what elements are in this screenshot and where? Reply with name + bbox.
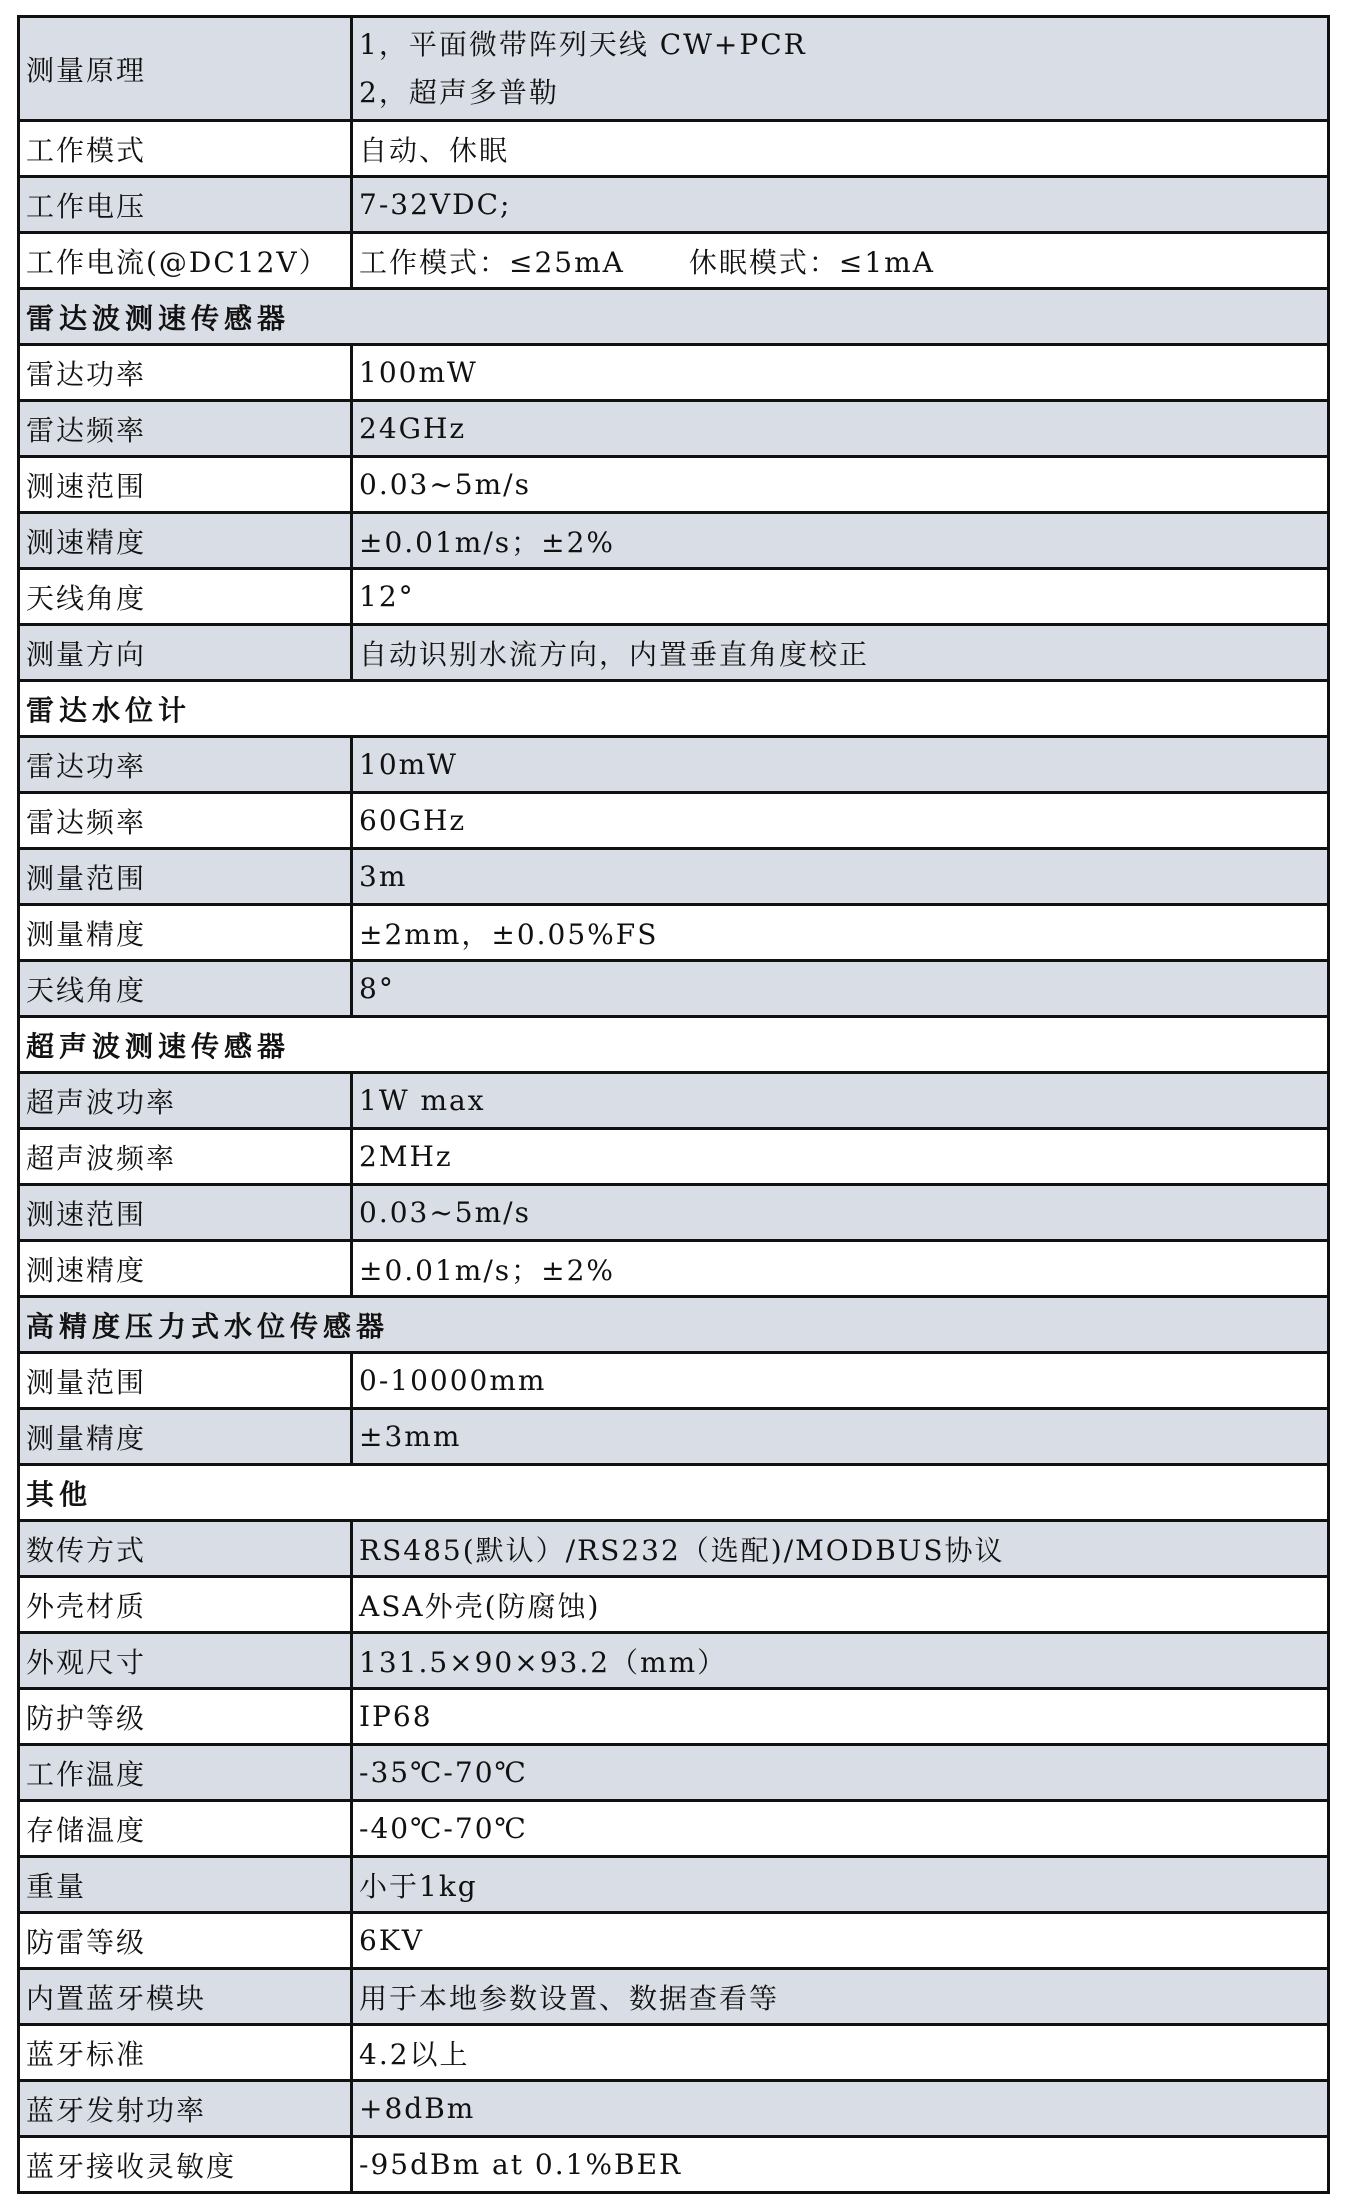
spec-label: 外壳材质 — [19, 1577, 352, 1633]
spec-label: 超声波频率 — [19, 1129, 352, 1185]
spec-value: 10mW — [352, 737, 1329, 793]
spec-label: 雷达频率 — [19, 793, 352, 849]
spec-row — [19, 1913, 1329, 1969]
spec-value — [352, 233, 1329, 289]
spec-row — [19, 1409, 1329, 1465]
spec-value: +8dBm — [352, 2081, 1329, 2137]
spec-label: 雷达频率 — [19, 401, 352, 457]
spec-label: 测速精度 — [19, 1241, 352, 1297]
spec-value: 用于本地参数设置、数据查看等 — [352, 1969, 1329, 2025]
spec-row — [19, 1577, 1329, 1633]
spec-label: 测速范围 — [19, 1185, 352, 1241]
spec-value-line: 2，超声多普勒 — [359, 75, 559, 109]
spec-label: 测量范围 — [19, 1353, 352, 1409]
spec-label: 测速范围 — [19, 457, 352, 513]
spec-label: 存储温度 — [19, 1801, 352, 1857]
section-header-row — [19, 1465, 1329, 1521]
spec-row — [19, 1129, 1329, 1185]
spec-value: 自动、休眠 — [352, 121, 1329, 177]
spec-value: 4.2以上 — [352, 2025, 1329, 2081]
spec-row — [19, 345, 1329, 401]
spec-row — [19, 121, 1329, 177]
spec-row — [19, 1689, 1329, 1745]
spec-label: 防雷等级 — [19, 1913, 352, 1969]
spec-row — [19, 1857, 1329, 1913]
spec-value: 3m — [352, 849, 1329, 905]
spec-value: ±0.01m/s；±2% — [352, 1241, 1329, 1297]
spec-row — [19, 1521, 1329, 1577]
spec-label: 工作电压 — [19, 177, 352, 233]
spec-value: -35℃-70℃ — [352, 1745, 1329, 1801]
spec-row — [19, 849, 1329, 905]
spec-label: 测量原理 — [19, 17, 352, 121]
section-header-row — [19, 681, 1329, 737]
spec-row — [19, 17, 1329, 121]
spec-value: 8° — [352, 961, 1329, 1017]
spec-value: ±2mm，±0.05%FS — [352, 905, 1329, 961]
spec-label: 天线角度 — [19, 569, 352, 625]
spec-value: -95dBm at 0.1%BER — [352, 2137, 1329, 2193]
spec-row — [19, 513, 1329, 569]
spec-row — [19, 2137, 1329, 2193]
section-title: 雷达水位计 — [19, 681, 1329, 737]
spec-row — [19, 961, 1329, 1017]
section-header-row — [19, 1297, 1329, 1353]
spec-label: 测量范围 — [19, 849, 352, 905]
spec-row — [19, 737, 1329, 793]
spec-value: RS485(默认）/RS232（选配)/MODBUS协议 — [352, 1521, 1329, 1577]
spec-row — [19, 1353, 1329, 1409]
spec-label: 超声波功率 — [19, 1073, 352, 1129]
spec-row — [19, 2025, 1329, 2081]
spec-row — [19, 905, 1329, 961]
spec-row — [19, 457, 1329, 513]
spec-row — [19, 1241, 1329, 1297]
spec-value — [352, 17, 1329, 121]
spec-value: 100mW — [352, 345, 1329, 401]
section-title: 雷达波测速传感器 — [19, 289, 1329, 345]
spec-label: 测量精度 — [19, 905, 352, 961]
spec-row — [19, 1185, 1329, 1241]
spec-row — [19, 1801, 1329, 1857]
spec-row — [19, 401, 1329, 457]
spec-row — [19, 1745, 1329, 1801]
spec-label: 雷达功率 — [19, 345, 352, 401]
section-title: 超声波测速传感器 — [19, 1017, 1329, 1073]
spec-row — [19, 569, 1329, 625]
spec-value: 12° — [352, 569, 1329, 625]
spec-label: 蓝牙标准 — [19, 2025, 352, 2081]
spec-value: 小于1kg — [352, 1857, 1329, 1913]
spec-label: 工作温度 — [19, 1745, 352, 1801]
spec-label: 防护等级 — [19, 1689, 352, 1745]
spec-row — [19, 233, 1329, 289]
spec-value: 7-32VDC; — [352, 177, 1329, 233]
spec-value: 6KV — [352, 1913, 1329, 1969]
spec-value: 24GHz — [352, 401, 1329, 457]
spec-row — [19, 1073, 1329, 1129]
spec-value: IP68 — [352, 1689, 1329, 1745]
spec-label: 测量精度 — [19, 1409, 352, 1465]
spec-value: ASA外壳(防腐蚀) — [352, 1577, 1329, 1633]
spec-value-part: 工作模式：≤25mA — [359, 245, 625, 279]
spec-label: 工作电流(@DC12V） — [19, 233, 352, 289]
spec-label: 测量方向 — [19, 625, 352, 681]
spec-value-part: 休眠模式：≤1mA — [688, 245, 935, 279]
spec-label: 测速精度 — [19, 513, 352, 569]
spec-label: 工作模式 — [19, 121, 352, 177]
spec-value: 60GHz — [352, 793, 1329, 849]
spec-label: 雷达功率 — [19, 737, 352, 793]
section-title: 其他 — [19, 1465, 1329, 1521]
spec-row — [19, 177, 1329, 233]
section-title: 高精度压力式水位传感器 — [19, 1297, 1329, 1353]
spec-value: 0.03~5m/s — [352, 457, 1329, 513]
section-header-row — [19, 289, 1329, 345]
spec-value: 0.03~5m/s — [352, 1185, 1329, 1241]
spec-label: 天线角度 — [19, 961, 352, 1017]
spec-row — [19, 2081, 1329, 2137]
spec-value: 0-10000mm — [352, 1353, 1329, 1409]
section-header-row — [19, 1017, 1329, 1073]
spec-value: 自动识别水流方向，内置垂直角度校正 — [352, 625, 1329, 681]
spec-row — [19, 1633, 1329, 1689]
spec-label: 外观尺寸 — [19, 1633, 352, 1689]
spec-label: 数传方式 — [19, 1521, 352, 1577]
spec-value: -40℃-70℃ — [352, 1801, 1329, 1857]
spec-label: 蓝牙发射功率 — [19, 2081, 352, 2137]
spec-table-body — [19, 17, 1329, 2193]
spec-value: ±3mm — [352, 1409, 1329, 1465]
spec-table — [17, 15, 1330, 2194]
spec-value: ±0.01m/s；±2% — [352, 513, 1329, 569]
spec-row — [19, 1969, 1329, 2025]
spec-value-line: 1，平面微带阵列天线 CW+PCR — [359, 27, 807, 61]
spec-label: 重量 — [19, 1857, 352, 1913]
spec-row — [19, 793, 1329, 849]
spec-label: 内置蓝牙模块 — [19, 1969, 352, 2025]
spec-value: 131.5×90×93.2（mm） — [352, 1633, 1329, 1689]
spec-value: 2MHz — [352, 1129, 1329, 1185]
spec-value: 1W max — [352, 1073, 1329, 1129]
spec-label: 蓝牙接收灵敏度 — [19, 2137, 352, 2193]
spec-row — [19, 625, 1329, 681]
